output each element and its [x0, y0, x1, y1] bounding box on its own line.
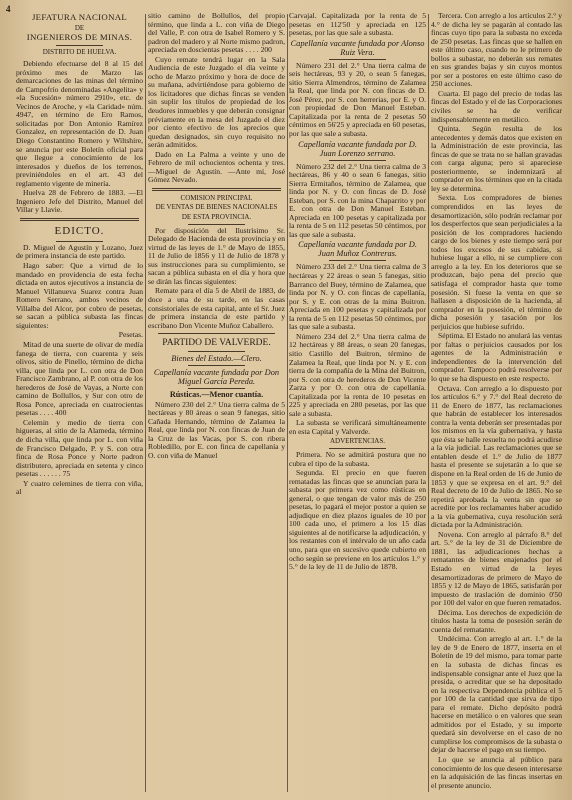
divider	[20, 218, 139, 221]
heading-de: DE	[74, 23, 85, 32]
heading-capellania: Capellanía vacante fundada por Alonso Ruiz Vera.	[290, 38, 425, 57]
column-rule	[287, 14, 288, 792]
heading-comision: COMISION PRINCIPAL	[180, 193, 253, 202]
lot-232: Número 232 del 2.° Una tierra calma de 3 hectáreas, 86 y 40 o sean 6 fanegas, sitio Sierra Ermitaños, término de Zalamea, que linda por N. y O. con fincas de D. José Esteban, por S. con la mina Chaparrito y por E. con otra de Don Manuel Esteban. Apreciada en 100 pesetas y capitalizada por la renta de 5 en 112 pesetas 50 céntimos, por las que sale a subasta.	[289, 161, 426, 239]
heading-provincia: DE ESTA PROVINCIA.	[181, 213, 252, 222]
edicto-body: Hago saber: Que a virtud de lo mandado en providencia de esta fecha dictada en autos ejecutivos a instancia de Manuel Villanueva Suarez contra Juan Romero Serrano, ambos vecinos de Villalba del Alcor, por cobro de pesetas, se sacan a pública subasta las fincas siguientes:	[16, 261, 143, 330]
property-2: Celemin y medio de tierra con higueras, al sitio de la Alameda, término de dicha villa, que linda por L. con viña de Francisco Delgado, P. y S. con otra finca de Rosa Ponce y Norte padron distributero, apreciada en setenta y cinco pesetas . . . . . . 75	[16, 417, 143, 479]
advertencia-10: Décima. Los derechos de expedición de títulos hasta la toma de posesión serán de cuenta del rematante.	[431, 607, 562, 634]
edicto-heading: EDICTO.	[54, 224, 105, 237]
divider	[188, 388, 245, 389]
advertencia-5: Quinta. Según resulta de los antecedentes y demás datos que existen en la Administración de este provincia, las fincas de que se trata no se hallan gravadas con carga alguna; pero si apareciese posteriormente, se indemnizará al comprador en los términos que en la citada ley se determina.	[431, 124, 562, 193]
divider	[329, 59, 386, 60]
heading-rusticas: Rústicas.—Menor cuantía.	[169, 390, 264, 400]
simultaneous-note: La subasta se verificará simultáneamente en esta Capital y Valverde.	[289, 418, 426, 436]
advertencia-9: Novena. Con arreglo al párrafo 8.° del art. 5.° de la ley de 31 de Diciembre de 1881, las adjudicaciones hechas a rematantes de bienes enajenados por el Estado en virtud de la leyes desamortizadoras de primero de Mayo de 1855 y 12 de Mayo de 1865, satisfarán por impuesto de traslación de dominio 0'50 por 100 del valor en que fueren rematados.	[431, 529, 562, 608]
property-1: Mitad de una suerte de olivar de medía fanega de tierra, con cuarenta y seis olivos, sitio de Pinello, término de dicha villa, que linda por L. con otra de Don Francisco Zambrano, al P. con otra de los herederos de José de Vayas, a Norte con camino de Bollullos, y Sur con otro de Rosa Ponce, apreciada en cuatrocientas pesetas . . . . 400	[16, 339, 143, 418]
divider	[188, 351, 245, 352]
divider	[188, 224, 245, 225]
column-1	[16, 12, 143, 797]
heading-capellania: Capellanía vacante fundada por D. Juan Lorenzo serrano.	[298, 139, 417, 158]
lot-233: Número 233 del 2.° Una tierra calma de 3 hectáreas y 22 áreas o sean 5 fanegas, sitio Barranco del Buey, término de Zalamea, que linda por N. y O. con fincas de capellanía, por S. y E. con otras de la mina Buitron. Apreciada en 100 pesetas y capitalizada por la renta de 5 en 112 pesetas 50 céntimos, por las que sale a subasta.	[289, 262, 426, 332]
advertencia-11: Undécima. Con arreglo al art. 1.° de la ley de 9 de Enero de 1877, inserta en el Boletín de 19 del mismo, para tomar parte en la subasta de dichas fincas es indispensable consignar ante el Juez que la presida, o acreditar que se ha depositado en la respectiva Dependencia pública el 5 por 100 de la cantidad que sirva de tipo para el remate. Dicho depósito podrá hacerse en metálico o en valores que sean admitidos por el Estado, y su importe quedará sin devolverse en el caso de no cumplirse los compromisos de la subasta o dejar de hacerse el pago en su tiempo.	[431, 634, 562, 755]
heading-ingenieros: INGENIEROS DE MINAS.	[26, 32, 133, 43]
mining-notice: Debiendo efectuarse del 8 al 15 del próximo mes de Marzo las demarcaciones de las minas del término de Campofrío denominadas «Angelita» y «la Sucesión» número 2910», etc. de Vecinos de Aroche, y «la Caridad» núm. 4947, en término de Ero Ramos, solicitadas por Don Antonio Ramírez Gonzalez, en representación de D. Juan Diego Constantino Romero y Wiltshire, se anuncia por este Boletín oficial para que llegue a conocimiento de los interesados y dueños de los terrenos, previniéndoles en el art. 43 del reglamento vigente de minería.	[16, 59, 143, 188]
auction-terms: Cuyo remate tendrá lugar en la Sala Audiencia de este Juzgado el día veinte y ocho de Marzo próximo y hora de doce de su mañana, advirtiéndose para gobierno de los licitadores que dichas fincas se venden sin suplir los títulos de propiedad de los deudores inmuebles y que deberán consignar préviamente en la mesa del Juzgado el diez por ciento efectivo de los aprecios que quedan designados, sin cuyo requisito no serán admitidos.	[148, 54, 285, 150]
column-2	[148, 12, 285, 797]
advertencia-6: Sexta. Los compradores de bienes comprendidos en las leyes de desamortización, sólo podrán reclamar por los desperfectos que sean perjudiciales a la posición de los compradores haciendo cargo de los bienes y este tiempo será por todos los excesos de sus cabidas, si hubiese lugar a ello, ni se cumpliere con arreglo a la ley. En los deterioros que se produzcan, bajo pena del precio que satisfaga el comprador hasta que tome posesión. Si fuese la venta en que se hallasen a disposición de la hacienda, al comprador en la posesión, el término de dicha posesión y tasación por los perjuicios que hubiese sufrido.	[431, 193, 562, 331]
advertencia-8: Octava. Con arreglo a lo dispuesto por los artículos 6.° y 7.° del Real decreto de 11 de Enero de 1877, las reclamaciones que habrán de establecer los interesados contra la venta deberán ser presentadas por los mismos en la vía gubernativa, y hasta que ésta se halle resuelta no podrá acudirse a la vía judicial. Las reclamaciones que se entablen desde el 1.° de Julio de 1877 hasta el presente se sujetarán a lo que se dispone en la Real orden de 16 de Junio de 1853 y que se expresa en el art. 9.° del Real decreto de 10 de Julio de 1865. No se repetirá aprobada la venta sin que se acredite por los reclamantes haber acudido a la vía gubernativa, cuya resolución será dictada por la Administración.	[431, 383, 562, 530]
divider	[329, 448, 386, 449]
column-3	[289, 12, 426, 797]
advertencia-1: Primera. No se admitirá postura que no cubra el tipo de la subasta.	[289, 449, 426, 468]
heading-advertencias: ADVERTENCIAS.	[330, 437, 385, 446]
divider	[152, 188, 281, 191]
divider	[158, 333, 275, 334]
sale-date: Remate para el día 5 de Abril de 1883, de doce a una de su tarde, en las casas consistoriales de esta capital, ante el Sr. Juez de primera instancia de este partido y escribano Don Vicente Muñoz Caballero.	[148, 286, 285, 330]
divider	[329, 160, 386, 161]
heading-ventas: DE VENTAS DE BIENES NACIONALES	[155, 203, 278, 212]
advertencia-7: Séptima. El Estado no anulará las ventas por faltas o perjuicios causados por los agentes de la Administración e independientes de la intervención del comprador. Tampoco podrá resolverse por lo que se ha dispuesto en este respecto.	[431, 331, 562, 383]
property-3-cont: sitio camino de Bollullos, del propio término, que linda a L. con viña de Diego del Valle, P. con otra de Isabel Romero y S. padron del madero y al Norte mismo padron, apreciada en doscientas pesetas . . . . 200	[148, 12, 285, 55]
column-rule	[428, 14, 429, 792]
heading-partido: PARTIDO DE VALVERDE.	[162, 338, 271, 349]
lot-230: Número 230 del 2.° Una tierra calma de 5 hectáreas y 80 áreas o sean 9 fanegas, sitio Cañada Hernando, término de Zalamea la Real, que linda por N. con fincas de Juan de la Cruz de las Vacas, por S. con ribera Robledillo, por E. con finca de capellanía y O. con viña de Manuel	[148, 399, 285, 460]
divider	[329, 260, 386, 261]
advertencia-4: Cuarta. El pago del precio de todas las fincas del Estado y el de las Corporaciones civiles se ha de verificar indispensablemente en metálico.	[431, 88, 562, 124]
heading-distrito: DISTRITO DE HUELVA.	[42, 47, 117, 56]
property-3-start: Y cuatro celemines de tierra con viña, al	[16, 478, 143, 497]
heading-capellania: Capellanía vacante fundada por Don Miguel García Pereda.	[153, 368, 280, 387]
heading-jefatura: JEFATURA NACIONAL	[31, 12, 128, 22]
sale-disposition: Por disposición del Ilustrísimo Sr. Delegado de Hacienda de esta provincia y en virtud de las leyes de 1.° de Mayo de 1855, 11 de Julio de 1856 y 11 de Julio de 1878 y sus instrucciones para su cumplimiento, se sacan a pública subasta en el día y hora que se dirán las fincas siguientes:	[148, 225, 285, 286]
column-rule	[145, 14, 146, 792]
advertencia-3: Tercera. Con arreglo a los artículos 2.° y 4.° de dicha ley se pagarán al contado las fincas cuyo tipo para la subasta no exceda de 250 pesetas. Las fincas que se hallen en este último caso, cuando no le primero de bollos a subastar, no deberán sus remates en sus grandes bajas y sin cuyos montos por ser a postores en este último caso de 250 acciones.	[431, 12, 562, 89]
divider	[56, 241, 103, 242]
heading-capellania: Capellanía vacante fundada por D. Juan Muñoz Contreras.	[298, 240, 417, 259]
advertencia-2: Segunda. El precio en que fueren rematadas las fincas que se anuncian para la subasta por primera vez como rústicas en general, o que tengan de valor más de 250 pesetas, lo pagará el mejor postor a quien se adjudique en diez plazos iguales de 10 por 100 cada uno, el primero a los 15 días siguientes al de notificarse la adjudicación, y los restantes con el intérvalo de un año cada uno, para que en sucesivo quede cubierto en ocho según se previene en los artículos 1.° y 5.° de la ley de 11 de Julio de 1878.	[289, 468, 426, 572]
heading-bienes: Bienes del Estado.—Clero.	[171, 354, 262, 364]
page-number: 4	[6, 4, 11, 14]
lot-231: Número 231 del 2.° Una tierra calma de seis hectáreas, 93 y 20, o sean 5 fanegas, sitio Sierra Almendros, término de Zalamea la Real, que linda por N. con fincas de D. José Pérez, por S. con herrerias, por E. y O. con propiedad de Don Manuel Esteban. Capitalizada por la renta de 2 pesetas 50 céntimos en 56'25 y apreciada en 60 pesetas, por las que sale a subasta.	[289, 60, 426, 139]
edicto-date: Dado en La Palma a veinte y uno de Febrero de mil ochocientos ochenta y tres. —Miguel de Agustín. —Ante mí, José Gómez Nevado.	[148, 149, 285, 185]
divider	[56, 45, 103, 46]
column-4	[431, 12, 562, 797]
mining-signature: Huelva 28 de Febrero de 1883. —El Ingeniero Jefe del Distrito, Manuel del Villar y Llavie.	[16, 188, 143, 215]
closing-note: Lo que se anuncia al público para conocimiento de los que deseen interesarse en la adquisición de las fincas insertas en el presente anuncio.	[431, 755, 562, 790]
pesetas-label: Pesetas.	[118, 330, 143, 340]
lot-234: Número 234 del 2.° Una tierra calma de 12 hectáreas y 88 áreas, o sean 20 fanegas, sitio Castillo del Buitron, término de Zalamea la Real, que linda por N. y E. con tierra de la compañía de la Mina del Buitron, por S. con otra de herederos de Don Vicente Zarza y por O. con otra de capellanía. Capitalizada por la renta de 10 pesetas en 225 y apreciada en 280 pesetas, por las que sale a subasta.	[289, 331, 426, 418]
lot-230-cont: Carvajal. Capitalizada por la renta de 5 pesetas en 112'50 y apreciada en 125 pesetas, por las que sale a subasta.	[289, 12, 426, 38]
edicto-judge: D. Miguel de Agustín y Lozano, Juez de primera instancia de este partido.	[16, 242, 143, 261]
divider	[188, 365, 245, 366]
